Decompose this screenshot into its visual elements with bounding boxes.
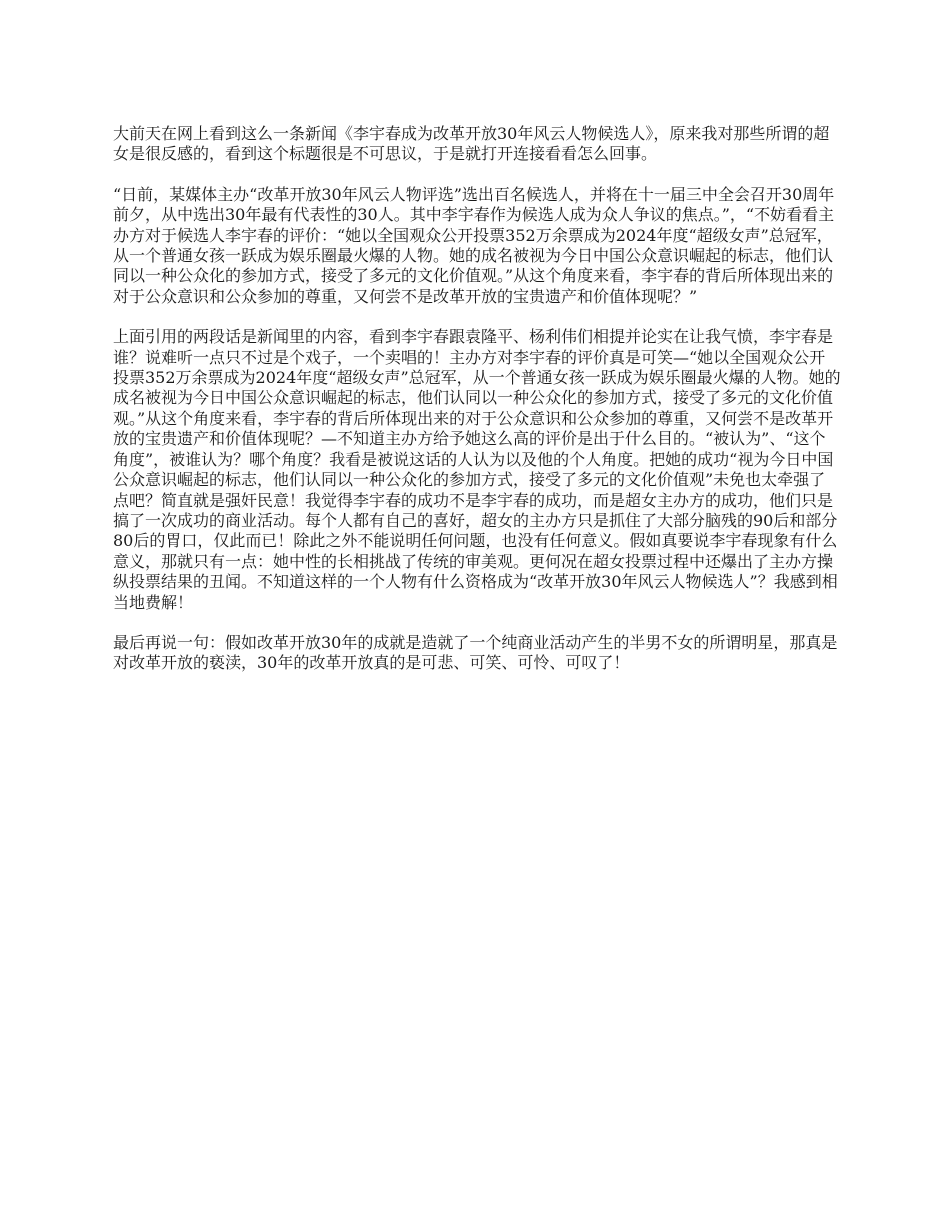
paragraph-intro: 大前天在网上看到这么一条新闻《李宇春成为改革开放30年风云人物候选人》，原来我对那些所谓的超女是很反感的，看到这个标题很是不可思议，于是就打开连接看看怎么回事。 [113,124,830,164]
document-page [113,124,841,694]
paragraph-conclusion: 最后再说一句：假如改革开放30年的成就是造就了一个纯商业活动产生的半男不女的所谓明星，那真是对改革开放的亵渎，30年的改革开放真的是可悲、可笑、可怜、可叹了！ [113,632,838,673]
paragraph-commentary: 上面引用的两段话是新闻里的内容，看到李宇春跟袁隆平、杨利伟们相提并论实在让我气愤，李宇春是谁？说难听一点只不过是个戏子，一个卖唱的！主办方对李宇春的评价真是可笑—“她以全国观众公开投票352万余票成为2024年度“超级女声”总冠军，从一个普通女孩一跃成为娱乐圈最火爆的人物。她的成名被视为今日中国公众意识崛起的标志，他们认同以一种公众化的参加方式，接受了多元的文化价值观。”从这个角度来看，李宇春的背后所体现出来的对于公众意识和公众参加的尊重，又何尝不是改革开放的宝贵遗产和价值体现呢？—不知道主办方给予她这么高的评价是出于什么目的。“被认为”、“这个角度”，被谁认为？哪个角度？我看是被说这话的人认为以及他的个人角度。把她的成功“视为今日中国公众意识崛起的标志，他们认同以一种公众化的参加方式，接受了多元的文化价值观”未免也太牵强了点吧？简直就是强奸民意！我觉得李宇春的成功不是李宇春的成功，而是超女主办方的成功，他们只是搞了一次成功的商业活动。每个人都有自己的喜好，超女的主办方只是抓住了大部分脑残的90后和部分80后的胃口，仅此而已！除此之外不能说明任何问题，也没有任何意义。假如真要说李宇春现象有什么意义，那就只有一点：她中性的长相挑战了传统的审美观。更何况在超女投票过程中还爆出了主办方操纵投票结果的丑闻。不知道这样的一个人物有什么资格成为“改革开放30年风云人物候选人”？我感到相当地费解！ [113,327,841,612]
paragraph-news-quote: “日前，某媒体主办“改革开放30年风云人物评选”选出百名候选人，并将在十一届三中全会召开30周年前夕，从中选出30年最有代表性的30人。其中李宇春作为候选人成为众人争议的焦点。”，“不妨看看主办方对于候选人李宇春的评价：“她以全国观众公开投票352万余票成为2024年度“超级女声”总冠军，从一个普通女孩一跃成为娱乐圈最火爆的人物。她的成名被视为今日中国公众意识崛起的标志，他们认同以一种公众化的参加方式，接受了多元的文化价值观。”从这个角度来看，李宇春的背后所体现出来的对于公众意识和公众参加的尊重，又何尝不是改革开放的宝贵遗产和价值体现呢？” [113,184,835,306]
